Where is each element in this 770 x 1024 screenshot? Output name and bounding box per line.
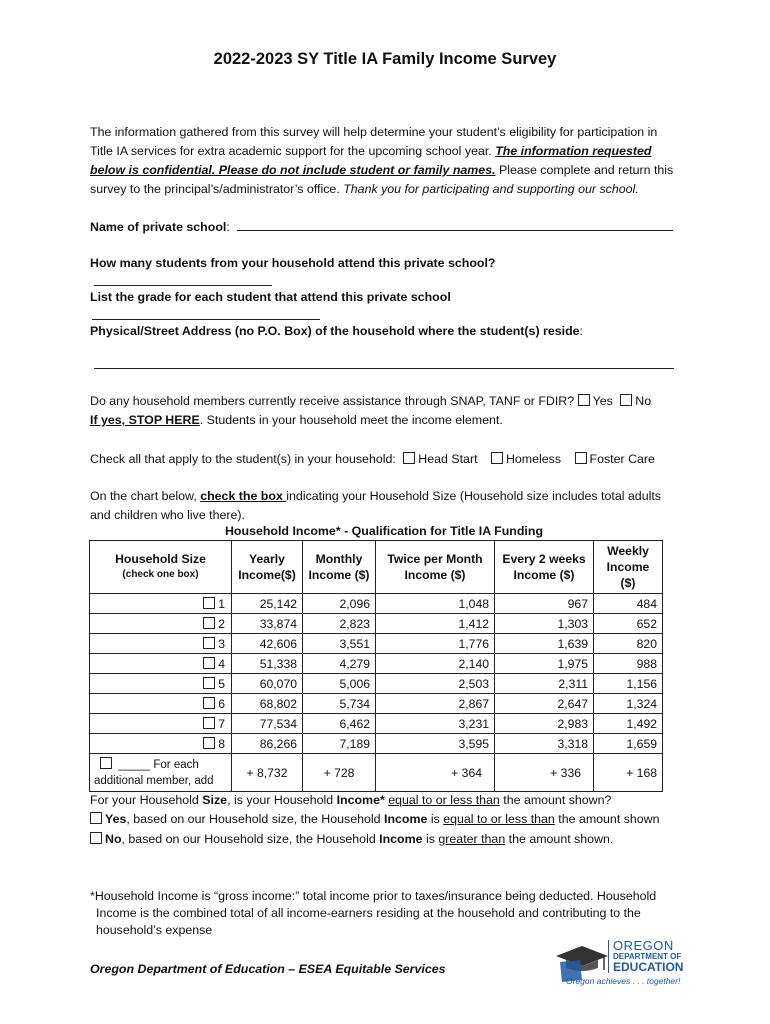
chart-intro-c: indicating your Household Size (Household size includes total adults and children who live there). [90, 489, 661, 522]
table-row [90, 614, 663, 634]
footnote-line-3: household’s expense [96, 923, 213, 937]
household-size-label: 2 [218, 616, 225, 631]
household-size-checkbox[interactable] [203, 677, 215, 689]
chart-intro [90, 487, 680, 525]
stop-rest: . Students in your household meet the income element. [199, 413, 503, 427]
table-row [90, 714, 663, 734]
weekly-cell: 988 [594, 654, 663, 674]
extra-weekly: + 168 [594, 754, 663, 792]
household-size-cell [90, 694, 232, 714]
intro-confidential: The information requested below is confidential. Please do not include student or family names. [90, 144, 652, 177]
assistance-yes-label: Yes [592, 394, 613, 408]
household-size-cell [90, 714, 232, 734]
household-size-checkbox[interactable] [203, 597, 215, 609]
school-name-label: Name of private school [90, 220, 227, 234]
every2-cell: 1,639 [495, 634, 594, 654]
stop-here: If yes, STOP HERE [90, 413, 200, 427]
sy-1: , based on our Household size, the Household [126, 812, 384, 826]
check-all-label: Check all that apply to the student(s) in your household: [90, 452, 396, 466]
weekly-cell: 1,324 [594, 694, 663, 714]
logo-dept: DEPARTMENT OF [613, 952, 682, 961]
footnote [90, 888, 690, 939]
weekly-cell: 1,492 [594, 714, 663, 734]
size-question [90, 791, 680, 810]
school-name-row [90, 218, 680, 237]
household-size-checkbox[interactable] [203, 657, 215, 669]
weekly-cell: 1,156 [594, 674, 663, 694]
twice-cell: 2,140 [376, 654, 495, 674]
table-row [90, 694, 663, 714]
grade-row [90, 288, 680, 326]
check-all-row [90, 450, 680, 469]
sn-4: greater than [438, 832, 506, 846]
homeless-checkbox[interactable] [491, 452, 503, 464]
students-count-label: How many students from your household attend this private school? [90, 256, 496, 270]
size-no-checkbox[interactable] [90, 832, 102, 844]
yearly-cell: 68,802 [232, 694, 303, 714]
yearly-cell: 42,606 [232, 634, 303, 654]
additional-member-checkbox[interactable] [100, 757, 112, 769]
weekly-cell: 484 [594, 594, 663, 614]
assistance-question: Do any household members currently receive assistance through SNAP, TANF or FDIR? [90, 394, 575, 408]
header-weekly: Weekly Income ($) [594, 541, 663, 594]
every2-cell: 2,647 [495, 694, 594, 714]
chart-intro-check-box: check the box [200, 489, 287, 503]
monthly-cell: 3,551 [303, 634, 376, 654]
household-size-cell [90, 614, 232, 634]
household-size-cell [90, 634, 232, 654]
logo-education: EDUCATION [613, 960, 684, 974]
household-size-cell [90, 734, 232, 754]
weekly-cell: 820 [594, 634, 663, 654]
assistance-no-checkbox[interactable] [620, 394, 632, 406]
household-size-checkbox[interactable] [203, 717, 215, 729]
header-size-sub: (check one box) [122, 569, 199, 580]
table-row [90, 634, 663, 654]
every2-cell: 1,975 [495, 654, 594, 674]
sy-4: equal to or less than [443, 812, 555, 826]
twice-cell: 1,048 [376, 594, 495, 614]
twice-cell: 3,595 [376, 734, 495, 754]
household-size-cell [90, 674, 232, 694]
footnote-line-2: Income is the combined total of all income-earners residing at the household and contributing to the [96, 906, 641, 920]
sn-5: the amount shown. [505, 832, 614, 846]
assistance-yes-checkbox[interactable] [578, 394, 590, 406]
header-size-label: Household Size [115, 552, 206, 566]
monthly-cell: 2,096 [303, 594, 376, 614]
header-twice: Twice per Month Income ($) [376, 541, 495, 594]
household-size-checkbox[interactable] [203, 697, 215, 709]
twice-cell: 3,231 [376, 714, 495, 734]
twice-cell: 2,867 [376, 694, 495, 714]
yearly-cell: 51,338 [232, 654, 303, 674]
yearly-cell: 86,266 [232, 734, 303, 754]
household-size-cell [90, 654, 232, 674]
page-title: 2022-2023 SY Title IA Family Income Survey [213, 50, 557, 68]
weekly-cell: 652 [594, 614, 663, 634]
head-start-label: Head Start [418, 452, 478, 466]
sn-2: Income [379, 832, 423, 846]
monthly-cell: 5,006 [303, 674, 376, 694]
assistance-no-label: No [635, 394, 652, 408]
table-caption: Household Income* - Qualification for Title IA Funding [224, 524, 544, 538]
address-label: Physical/Street Address (no P.O. Box) of the household where the student(s) reside [90, 324, 580, 338]
intro-text-1: The information gathered from this survey will help determine your student’s eligibility for participation in Title IA services for extra academic support for the upcoming school year. [90, 125, 658, 158]
size-no-row [90, 830, 680, 849]
sn-1: , based on our Household size, the Household [121, 832, 380, 846]
every2-cell: 2,983 [495, 714, 594, 734]
sq-6: equal to or less than [388, 793, 500, 807]
household-size-label: 7 [218, 716, 225, 731]
household-size-checkbox[interactable] [203, 617, 215, 629]
footer-text: Oregon Department of Education – ESEA Equitable Services [90, 962, 446, 976]
monthly-cell: 2,823 [303, 614, 376, 634]
twice-cell: 1,412 [376, 614, 495, 634]
header-yearly: Yearly Income($) [232, 541, 303, 594]
extra-monthly: + 728 [303, 754, 376, 792]
yearly-cell: 60,070 [232, 674, 303, 694]
head-start-checkbox[interactable] [403, 452, 415, 464]
table-row [90, 654, 663, 674]
monthly-cell: 4,279 [303, 654, 376, 674]
size-no-label: No [105, 832, 122, 846]
twice-cell: 2,503 [376, 674, 495, 694]
homeless-label: Homeless [505, 452, 562, 466]
foster-care-label: Foster Care [589, 452, 655, 466]
address-field[interactable] [94, 357, 674, 369]
household-size-checkbox[interactable] [203, 737, 215, 749]
address-row [90, 322, 680, 341]
size-yes-row [90, 810, 680, 829]
sn-3: is [422, 832, 439, 846]
table-header-row [90, 541, 663, 594]
sq-2: Size [202, 793, 228, 807]
school-name-colon: : [226, 220, 230, 234]
household-size-label: 8 [218, 736, 225, 751]
yearly-cell: 33,874 [232, 614, 303, 634]
sq-7: the amount shown? [499, 793, 612, 807]
household-size-label: 1 [218, 596, 225, 611]
address-colon: : [579, 324, 583, 338]
sq-3: , is your Household [227, 793, 337, 807]
students-count-row [90, 254, 680, 292]
students-count-field[interactable] [94, 274, 272, 286]
logo-tagline: Oregon achieves . . . together! [566, 976, 681, 986]
extra-twice: + 364 [376, 754, 495, 792]
additional-member-cell [90, 754, 232, 792]
ode-logo [552, 940, 682, 990]
weekly-cell: 1,659 [594, 734, 663, 754]
school-name-field[interactable] [237, 219, 673, 231]
every2-cell: 3,318 [495, 734, 594, 754]
sy-2: Income [384, 812, 428, 826]
every2-cell: 2,311 [495, 674, 594, 694]
header-household-size [90, 541, 232, 594]
footnote-line-1: *Household Income is “gross income:” total income prior to taxes/insurance being deducted. Household [90, 889, 657, 903]
yearly-cell: 77,534 [232, 714, 303, 734]
table-row [90, 594, 663, 614]
monthly-cell: 5,734 [303, 694, 376, 714]
size-yes-label: Yes [105, 812, 127, 826]
household-size-label: 5 [218, 676, 225, 691]
monthly-cell: 7,189 [303, 734, 376, 754]
every2-cell: 967 [495, 594, 594, 614]
additional-member-blank[interactable]: _____ [118, 758, 151, 771]
stop-row [90, 411, 680, 430]
additional-member-label-1: For each [153, 758, 199, 771]
size-yes-checkbox[interactable] [90, 812, 102, 824]
yearly-cell: 25,142 [232, 594, 303, 614]
sy-5: the amount shown [554, 812, 660, 826]
household-size-label: 6 [218, 696, 225, 711]
twice-cell: 1,776 [376, 634, 495, 654]
sq-1: For your Household [90, 793, 203, 807]
additional-member-label-2: additional member, add [94, 774, 214, 787]
header-every2: Every 2 weeks Income ($) [495, 541, 594, 594]
grade-label: List the grade for each student that attend this private school [90, 290, 451, 304]
monthly-cell: 6,462 [303, 714, 376, 734]
household-size-cell [90, 594, 232, 614]
intro-text-2: Please complete and return this survey to the principal’s/administrator’s office. [90, 163, 674, 196]
grade-field[interactable] [92, 308, 320, 320]
intro-paragraph [90, 123, 680, 199]
sy-3: is [427, 812, 444, 826]
sq-4: Income* [336, 793, 385, 807]
logo-oregon: OREGON [613, 938, 674, 953]
table-row [90, 734, 663, 754]
intro-thanks: Thank you for participating and supporting our school. [343, 182, 639, 196]
extra-yearly: + 8,732 [232, 754, 303, 792]
household-size-label: 3 [218, 636, 225, 651]
extra-every2: + 336 [495, 754, 594, 792]
every2-cell: 1,303 [495, 614, 594, 634]
additional-member-row [90, 754, 663, 792]
table-row [90, 674, 663, 694]
chart-intro-a: On the chart below, [90, 489, 201, 503]
foster-care-checkbox[interactable] [575, 452, 587, 464]
assistance-row [90, 392, 680, 411]
header-monthly: Monthly Income ($) [303, 541, 376, 594]
household-size-label: 4 [218, 656, 225, 671]
household-size-checkbox[interactable] [203, 637, 215, 649]
income-table [89, 540, 663, 792]
